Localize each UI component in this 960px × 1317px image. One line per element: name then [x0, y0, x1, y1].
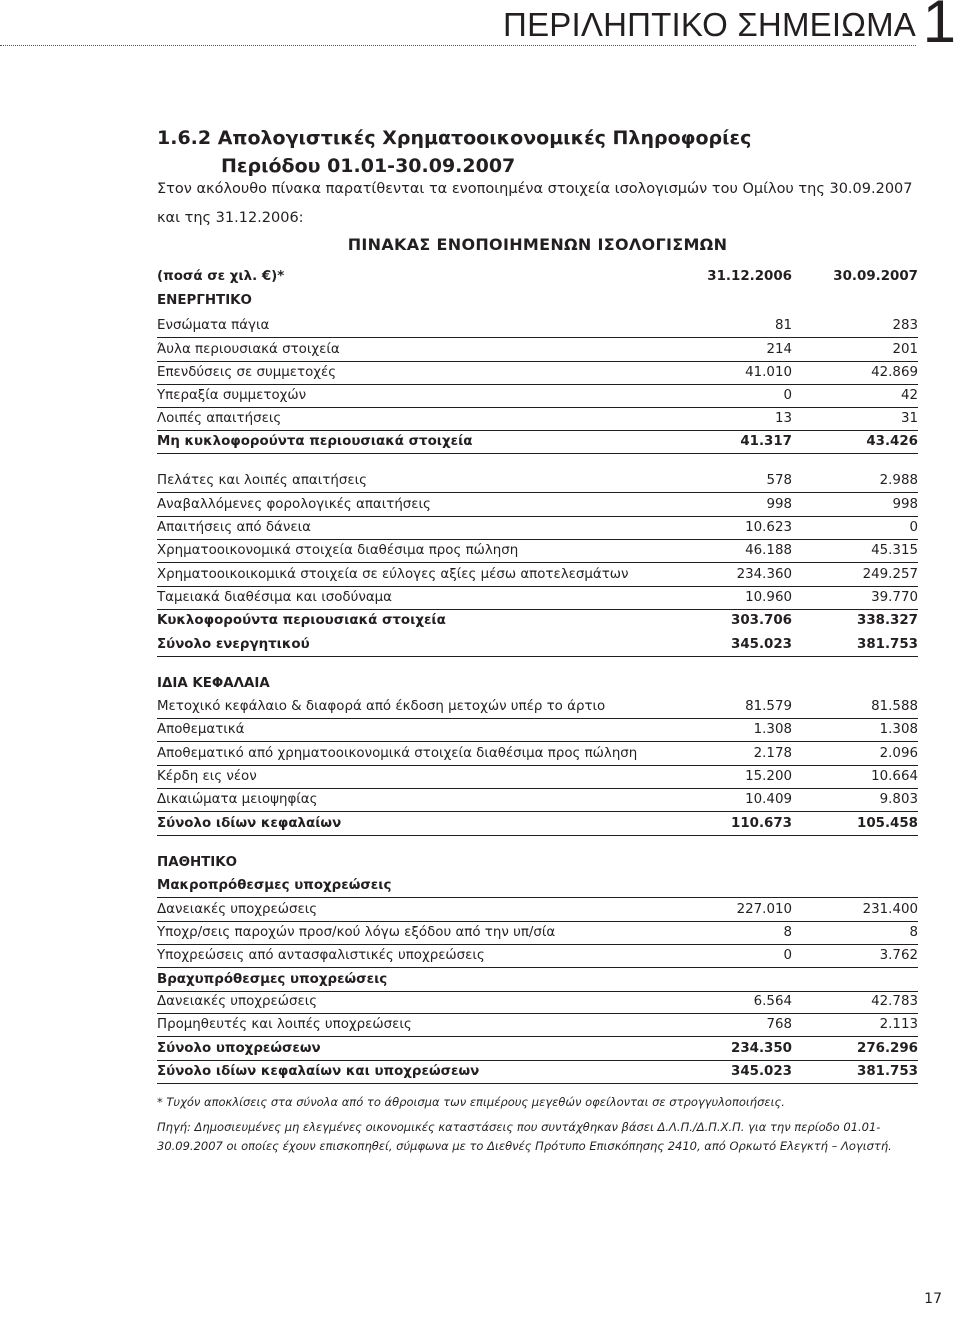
row-label: Υποχρεώσεις από αντασφαλιστικές υποχρεώσεις	[157, 948, 485, 963]
table-row	[157, 719, 918, 742]
footnote: * Τυχόν αποκλίσεις στα σύνολα από το άθροισμα των επιμέρους μεγεθών οφείλονται σε στρογγυλοποιήσεις.	[157, 1095, 785, 1109]
table-row	[157, 789, 918, 812]
value-2007: 81.588	[871, 699, 918, 714]
table-row	[157, 1014, 918, 1037]
table-row	[157, 1038, 918, 1061]
value-2006: 15.200	[745, 769, 792, 784]
table-row	[157, 1061, 918, 1084]
table-row	[157, 899, 918, 922]
section-heading	[157, 124, 837, 180]
table-row	[157, 945, 918, 968]
table-row	[157, 852, 918, 874]
column-header-2006: 31.12.2006	[707, 269, 792, 284]
value-2007: 381.753	[857, 637, 918, 652]
row-label: ΕΝΕΡΓΗΤΙΚΟ	[157, 293, 252, 308]
value-2006: 10.960	[745, 590, 792, 605]
value-2006: 41.010	[745, 365, 792, 380]
row-label: Μετοχικό κεφάλαιο & διαφορά από έκδοση μετοχών υπέρ το άρτιο	[157, 699, 606, 714]
row-label: Ενσώματα πάγια	[157, 318, 270, 333]
table-header-row	[157, 266, 918, 288]
value-2006: 227.010	[736, 902, 792, 917]
table-row	[157, 673, 918, 695]
table-row	[157, 431, 918, 454]
row-label: Σύνολο ιδίων κεφαλαίων	[157, 816, 342, 831]
table-row	[157, 969, 918, 992]
row-label: Επενδύσεις σε συμμετοχές	[157, 365, 337, 380]
row-label: Δικαιώματα μειοψηφίας	[157, 792, 318, 807]
section-heading-line2: Περιόδου 01.01-30.09.2007	[221, 155, 516, 177]
table-row	[157, 564, 918, 587]
value-2006: 10.623	[745, 520, 792, 535]
value-2006: 10.409	[745, 792, 792, 807]
value-2006: 110.673	[731, 816, 792, 831]
table-row	[157, 290, 918, 312]
value-2007: 1.308	[879, 722, 918, 737]
row-label: Χρηματοοικονομικά στοιχεία διαθέσιμα προς πώληση	[157, 543, 519, 558]
table-row	[157, 517, 918, 540]
page-number: 17	[924, 1291, 942, 1307]
table-row	[157, 634, 918, 657]
row-label: Λοιπές απαιτήσεις	[157, 411, 282, 426]
value-2007: 276.296	[857, 1041, 918, 1056]
table-row	[157, 587, 918, 610]
intro-paragraph: Στον ακόλουθο πίνακα παρατίθενται τα ενοποιημένα στοιχεία ισολογισμών του Ομίλου της 30.09.2007 και της 31.12.2006:	[157, 181, 913, 226]
value-2007: 998	[892, 497, 918, 512]
row-label: Κέρδη εις νέον	[157, 769, 257, 784]
row-label: Σύνολο ιδίων κεφαλαίων και υποχρεώσεων	[157, 1064, 480, 1079]
section-heading-line1: 1.6.2 Απολογιστικές Χρηματοοικονομικές Πληροφορίες	[157, 127, 752, 149]
value-2007: 283	[892, 318, 918, 333]
row-label: Υπεραξία συμμετοχών	[157, 388, 307, 403]
row-label: Υποχρ/σεις παροχών προσ/κού λόγω εξόδου από την υπ/σία	[157, 925, 556, 940]
value-2006: 0	[783, 388, 792, 403]
value-2007: 8	[909, 925, 918, 940]
value-2007: 0	[909, 520, 918, 535]
value-2007: 42.869	[871, 365, 918, 380]
value-2007: 45.315	[871, 543, 918, 558]
value-2007: 10.664	[871, 769, 918, 784]
value-2007: 43.426	[866, 434, 918, 449]
table-row	[157, 813, 918, 836]
row-label: Προμηθευτές και λοιπές υποχρεώσεις	[157, 1017, 412, 1032]
row-label: Μακροπρόθεσμες υποχρεώσεις	[157, 878, 392, 893]
row-label: Κυκλοφορούντα περιουσιακά στοιχεία	[157, 613, 446, 628]
table-row	[157, 743, 918, 766]
value-2007: 2.988	[879, 473, 918, 488]
table-row	[157, 766, 918, 789]
value-2006: 303.706	[731, 613, 792, 628]
value-2006: 768	[766, 1017, 792, 1032]
value-2006: 214	[766, 342, 792, 357]
table-row	[157, 875, 918, 898]
value-2007: 338.327	[857, 613, 918, 628]
value-2006: 998	[766, 497, 792, 512]
value-2006: 41.317	[740, 434, 792, 449]
value-2007: 31	[900, 411, 918, 426]
page-header-title: ΠΕΡΙΛΗΠΤΙΚΟ ΣΗΜΕΙΩΜΑ	[503, 6, 916, 43]
value-2007: 3.762	[879, 948, 918, 963]
value-2007: 42.783	[871, 994, 918, 1009]
row-label: Αναβαλλόμενες φορολογικές απαιτήσεις	[157, 497, 431, 512]
row-label: ΠΑΘΗΤΙΚΟ	[157, 855, 238, 870]
header-rule	[0, 45, 916, 46]
row-label: Δανειακές υποχρεώσεις	[157, 994, 318, 1009]
table-row	[157, 991, 918, 1014]
table-row	[157, 339, 918, 362]
chapter-number: 1	[922, 0, 956, 55]
row-label: Άυλα περιουσιακά στοιχεία	[157, 342, 340, 357]
table-row	[157, 408, 918, 431]
value-2007: 231.400	[862, 902, 918, 917]
value-2006: 6.564	[753, 994, 792, 1009]
value-2006: 234.360	[736, 567, 792, 582]
value-2006: 2.178	[753, 746, 792, 761]
row-label: Αποθεματικά	[157, 722, 245, 737]
column-header-2007: 30.09.2007	[833, 269, 918, 284]
table-row	[157, 494, 918, 517]
table-row	[157, 696, 918, 719]
unit-label: (ποσά σε χιλ. €)*	[157, 269, 285, 284]
table-row	[157, 385, 918, 408]
row-label: Πελάτες και λοιπές απαιτήσεις	[157, 473, 367, 488]
value-2006: 46.188	[745, 543, 792, 558]
value-2006: 578	[766, 473, 792, 488]
value-2007: 2.096	[879, 746, 918, 761]
value-2007: 2.113	[879, 1017, 918, 1032]
value-2006: 345.023	[731, 637, 792, 652]
table-title: ΠΙΝΑΚΑΣ ΕΝΟΠΟΙΗΜΕΝΩΝ ΙΣΟΛΟΓΙΣΜΩΝ	[347, 235, 728, 254]
table-row	[157, 610, 918, 632]
table-row	[157, 470, 918, 493]
value-2007: 39.770	[871, 590, 918, 605]
row-label: Απαιτήσεις από δάνεια	[157, 520, 311, 535]
table-row	[157, 362, 918, 385]
value-2006: 234.350	[731, 1041, 792, 1056]
value-2007: 381.753	[857, 1064, 918, 1079]
value-2007: 42	[900, 388, 918, 403]
row-label: ΙΔΙΑ ΚΕΦΑΛΑΙΑ	[157, 676, 270, 691]
value-2006: 1.308	[753, 722, 792, 737]
row-label: Χρηματοοικοικομικά στοιχεία σε εύλογες αξίες μέσω αποτελεσμάτων	[157, 567, 629, 582]
value-2007: 9.803	[879, 792, 918, 807]
value-2006: 13	[774, 411, 792, 426]
value-2007: 105.458	[857, 816, 918, 831]
value-2006: 8	[783, 925, 792, 940]
row-label: Ταμειακά διαθέσιμα και ισοδύναμα	[157, 590, 393, 605]
value-2006: 345.023	[731, 1064, 792, 1079]
value-2007: 201	[892, 342, 918, 357]
value-2006: 81.579	[745, 699, 792, 714]
row-label: Μη κυκλοφορούντα περιουσιακά στοιχεία	[157, 434, 473, 449]
row-label: Σύνολο ενεργητικού	[157, 637, 310, 652]
table-row	[157, 540, 918, 563]
table-row	[157, 315, 918, 338]
row-label: Δανειακές υποχρεώσεις	[157, 902, 318, 917]
value-2007: 249.257	[862, 567, 918, 582]
row-label: Σύνολο υποχρεώσεων	[157, 1041, 321, 1056]
table-row	[157, 922, 918, 945]
value-2006: 0	[783, 948, 792, 963]
row-label: Βραχυπρόθεσμες υποχρεώσεις	[157, 972, 388, 987]
row-label: Αποθεματικό από χρηματοοικονομικά στοιχεία διαθέσιμα προς πώληση	[157, 746, 638, 761]
value-2006: 81	[774, 318, 792, 333]
source-note: Πηγή: Δημοσιευμένες μη ελεγμένες οικονομικές καταστάσεις που συντάχθηκαν βάσει Δ.Λ.Π./Δ.Π.Χ.Π. για την περίοδο 01.01-30.09.2007 οι οποίες έχουν επισκοπηθεί, σύμφωνα με το Διεθνές Πρότυπο Επισκόπησης 2410, από Ορκωτό Ελεγκτή – Λογιστή.	[157, 1120, 892, 1153]
